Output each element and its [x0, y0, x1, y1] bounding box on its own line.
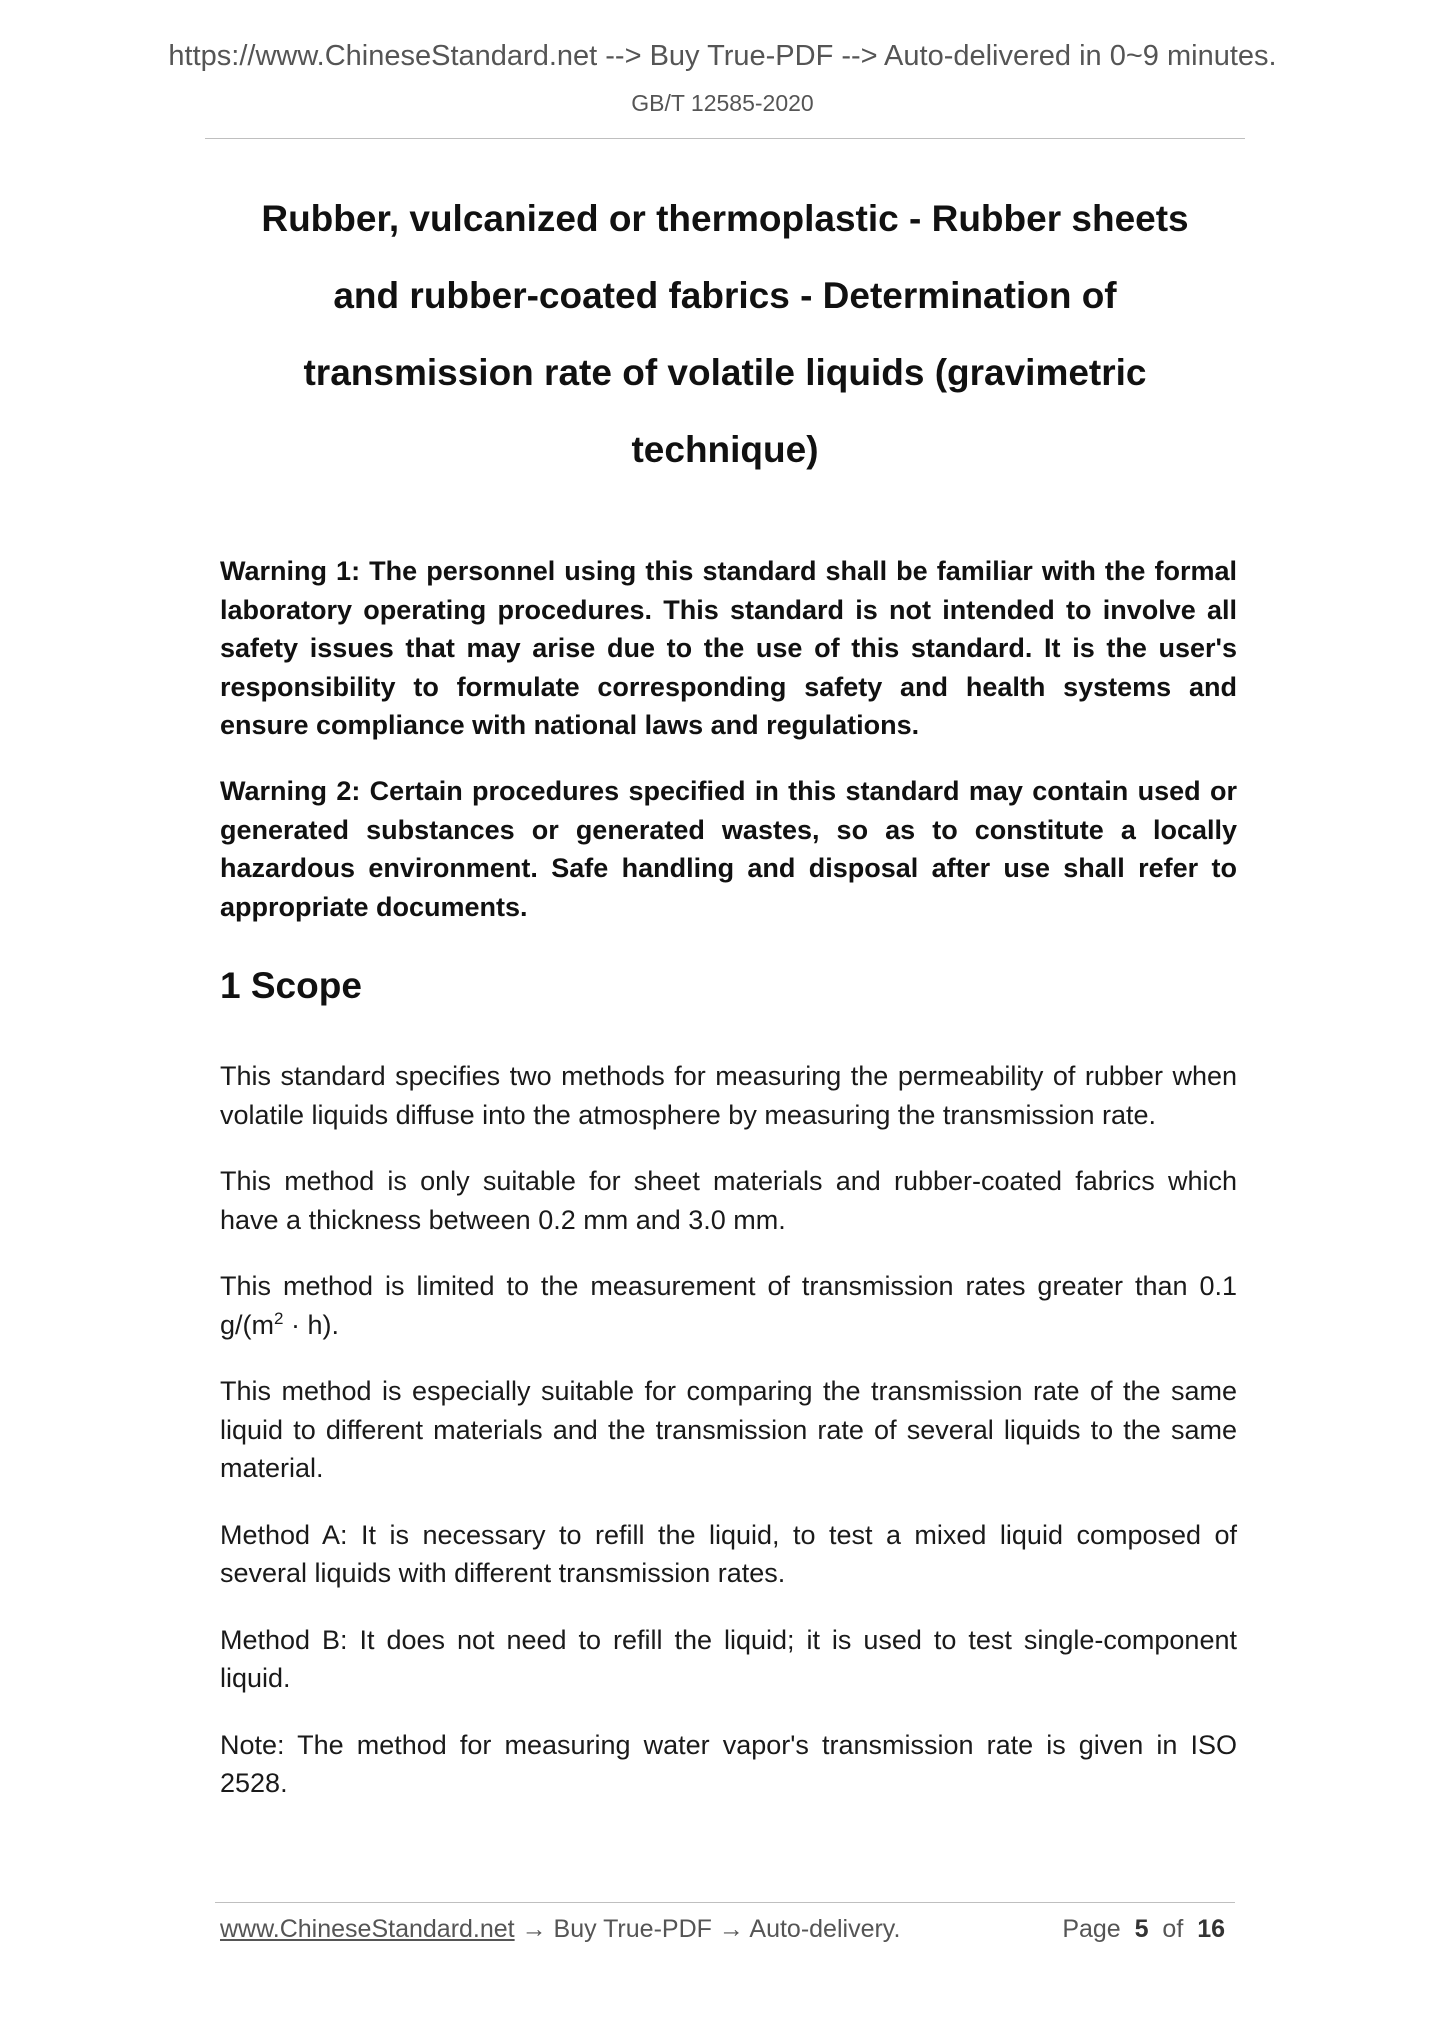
page-label: Page [1062, 1915, 1121, 1943]
scope-paragraph-2: This method is only suitable for sheet materials and rubber-coated fabrics which have a thickness between 0.2 mm and 3.0 mm. [220, 1166, 1237, 1235]
scope-paragraph-3 [220, 1267, 1237, 1344]
page-indicator [1062, 1915, 1225, 1944]
scope-paragraph-1: This standard specifies two methods for measuring the permeability of rubber when volatile liquids diffuse into the atmosphere by measuring the transmission rate. [220, 1061, 1237, 1130]
title-line-2: and rubber-coated fabrics - Determination of [333, 275, 1117, 316]
footer-divider [215, 1902, 1235, 1903]
scope-paragraph-5: Method A: It is necessary to refill the liquid, to test a mixed liquid composed of several liquids with different transmission rates. [220, 1519, 1237, 1588]
scope-paragraph-3-tail: · h). [283, 1309, 339, 1340]
section-heading-scope: 1 Scope [220, 965, 362, 1006]
warning-1: Warning 1: The personnel using this standard shall be familiar with the formal laboratory operating procedures. This standard is not intended to involve all safety issues that may arise due to the use of this standard. It is the user's responsibility to formulate corresponding safety and health systems and ensure compliance with national laws and regulations. [220, 556, 1237, 740]
scope-paragraph-6: Method B: It does not need to refill the liquid; it is used to test single-component liquid. [220, 1624, 1237, 1693]
warning-2: Warning 2: Certain procedures specified in this standard may contain used or generated substances or generated wastes, so as to constitute a locally hazardous environment. Safe handling and disposal after use shall refer to appropriate documents. [220, 776, 1237, 922]
footer-site-link[interactable]: www.ChineseStandard.net [220, 1915, 515, 1943]
scope-paragraph-4: This method is especially suitable for comparing the transmission rate of the same liquid to different materials and the transmission rate of several liquids to the same material. [220, 1376, 1237, 1483]
footer-promo [220, 1915, 900, 1944]
of-label: of [1162, 1915, 1184, 1943]
title-line-1: Rubber, vulcanized or thermoplastic - Rubber sheets [261, 198, 1189, 239]
scope-body [220, 1057, 1237, 1831]
header-divider [205, 138, 1245, 139]
superscript-2: 2 [274, 1308, 284, 1328]
scope-paragraph-3-text: This method is limited to the measurement of transmission rates greater than 0.1 g/(m [220, 1271, 1237, 1340]
page-total: 16 [1197, 1915, 1225, 1943]
page-number: 5 [1134, 1915, 1149, 1943]
title-line-3: transmission rate of volatile liquids (gravimetric [303, 352, 1147, 393]
title-line-4: technique) [631, 429, 819, 470]
footer-tagline: → Buy True-PDF → Auto-delivery. [514, 1915, 901, 1943]
document-title [220, 180, 1230, 488]
document-code: GB/T 12585-2020 [631, 90, 814, 116]
top-banner: https://www.ChineseStandard.net --> Buy True-PDF --> Auto-delivered in 0~9 minutes. [168, 40, 1277, 72]
scope-note: Note: The method for measuring water vapor's transmission rate is given in ISO 2528. [220, 1729, 1237, 1798]
